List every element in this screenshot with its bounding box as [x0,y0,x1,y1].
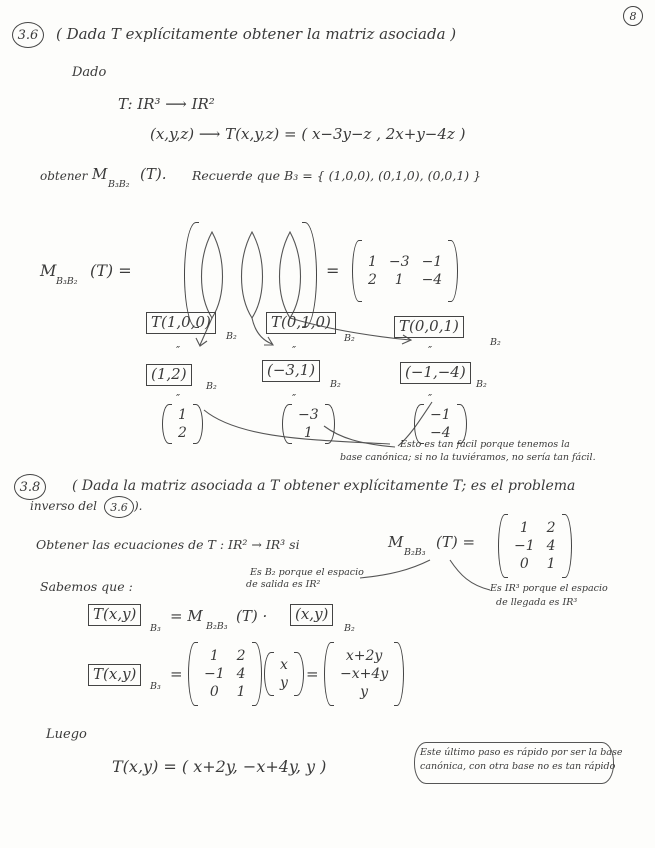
vector-cell: −4 [430,425,451,441]
matrix-cell: 1 [519,520,529,536]
final-note-line-2: canónica, con otra base no es tan rápido [420,761,616,772]
matrix-label-subscript: B₂B₃ [404,547,426,558]
matrix-label-M: M [388,533,404,551]
column-3-vector [414,404,467,444]
canonical-basis-reminder: Recuerde que B₃ = { (1,0,0), (0,1,0), (0,0,1) } [192,168,482,183]
matrix-cell: 1 [546,556,556,572]
matrix-cell: 0 [519,556,529,572]
result-matrix-3-6 [352,240,458,302]
column-ellipse-3 [280,232,301,318]
obtain-matrix-arg: (T). [140,165,167,183]
vector-cell: −1 [430,407,451,423]
eq2-matrix [188,642,262,706]
column-ellipse-2 [242,232,263,318]
equals-sign: = [326,261,340,280]
column-1-vector [162,404,203,444]
column-1-coords: (1,2) [146,364,192,386]
exercise-heading-3-8-cont: inverso del [30,499,98,513]
given-matrix-3-8 [498,514,572,578]
matrix-cell: 0 [209,684,219,700]
column-3-coords: (−1,−4) [400,362,471,384]
column-3-basis: B₂ [476,379,487,390]
matrix-cell: −1 [421,254,443,270]
exercise-heading-3-6: ( Dada T explícitamente obtener la matriz asociada ) [56,25,457,43]
eq1-vector: (x,y) [290,604,333,626]
column-2-vector [282,404,335,444]
matrix-cell: 2 [546,520,556,536]
canonical-basis-note-line-1: Esto es tan fácil porque tenemos la [400,439,570,450]
column-2-basis: B₂ [344,333,355,344]
column-3-image: T(0,0,1) [394,316,464,338]
equal-mark: ″ [176,392,181,405]
equal-mark: ″ [428,344,433,357]
eq1-matrix-subscript: B₂B₃ [206,621,228,632]
vector-cell: x [280,657,288,673]
eq1-lhs: T(x,y) [88,604,141,626]
eq2-equals-2: = [306,665,319,683]
vector-cell: y [280,675,288,691]
exercise-heading-3-8-end: ). [134,499,143,513]
eq2-lhs-subscript: B₃ [150,681,161,692]
vector-cell: 1 [178,407,187,423]
matrix-label-M: M [40,261,57,280]
eq2-result-vector [324,642,404,706]
equal-mark: ″ [428,392,433,405]
note-b3-line-1: Es IR³ porque el espacio [490,583,608,594]
matrix-cell: 1 [209,648,219,664]
column-2-basis: B₂ [330,379,341,390]
arrow-note-b2 [360,560,430,578]
vector-cell: 2 [178,425,187,441]
note-b2-line-1: Es B₂ porque el espacio [250,567,364,578]
matrix-cell: 4 [236,666,246,682]
matrix-label-subscript: B₃B₂ [56,276,78,287]
vector-cell: −x+4y [340,666,389,682]
matrix-cell: 1 [236,684,246,700]
matrix-cell: 1 [368,254,377,270]
note-b3-line-2: de llegada es IR³ [496,597,578,608]
eq1-matrix-arg: (T) · [236,607,268,625]
obtain-label: obtener [40,169,88,183]
column-ellipse-1 [202,232,223,318]
exercise-number-3-6: 3.6 [12,22,44,48]
matrix-label-arg: (T) = [90,261,132,280]
matrix-cell: 2 [368,272,377,288]
eq2-equals: = [170,665,183,683]
obtain-equations-text: Obtener las ecuaciones de T : IR² → IR³ si [36,537,300,552]
matrix-cell: −3 [388,254,410,270]
exercise-ref-3-6: 3.6 [104,496,134,518]
matrix-cell: −1 [204,666,225,682]
eq1-vector-subscript: B₂ [344,623,355,634]
canonical-basis-note-line-2: base canónica; si no la tuviéramos, no sería tan fácil. [340,452,596,463]
final-note-line-1: Este último paso es rápido por ser la base [420,747,623,758]
matrix-cell: −1 [514,538,535,554]
column-2-image: T(0,1,0) [266,312,336,334]
final-result: T(x,y) = ( x+2y, −x+4y, y ) [112,757,327,776]
vector-cell: y [360,684,369,700]
matrix-cell: 2 [236,648,246,664]
column-1-basis: B₂ [226,331,237,342]
exercise-number-3-8: 3.8 [14,474,46,500]
eq2-vector [264,652,304,696]
exercise-heading-3-8: ( Dada la matriz asociada a T obtener explícitamente T; es el problema [72,478,576,494]
column-1-image: T(1,0,0) [146,312,216,334]
eq2-lhs: T(x,y) [88,664,141,686]
equal-mark: ″ [292,392,297,405]
obtain-matrix-M: M [92,165,108,183]
vector-cell: −3 [298,407,319,423]
we-know-label: Sabemos que : [40,579,133,594]
eq1-matrix-M: = M [170,607,203,625]
note-b2-line-2: de salida es IR² [246,579,321,590]
page-number: 8 [623,6,643,26]
matrix-label-arg: (T) = [436,533,476,551]
column-1-basis: B₂ [206,381,217,392]
vector-cell: x+2y [345,648,383,664]
matrix-cell: −4 [421,272,443,288]
matrix-cell: 1 [394,272,404,288]
map-definition: T: IR³ ⟶ IR² [118,95,215,113]
column-2-coords: (−3,1) [262,360,320,382]
equal-mark: ″ [292,344,297,357]
obtain-matrix-subscript: B₃B₂ [108,179,130,190]
given-label: Dado [72,65,107,80]
vector-cell: 1 [303,425,313,441]
then-label: Luego [46,727,87,742]
arrow-note-b3 [450,560,490,590]
matrix-cell: 4 [546,538,556,554]
equal-mark: ″ [176,344,181,357]
eq1-lhs-subscript: B₃ [150,623,161,634]
column-3-basis: B₂ [490,337,501,348]
map-rule: (x,y,z) ⟶ T(x,y,z) = ( x−3y−z , 2x+y−4z ) [150,125,466,143]
